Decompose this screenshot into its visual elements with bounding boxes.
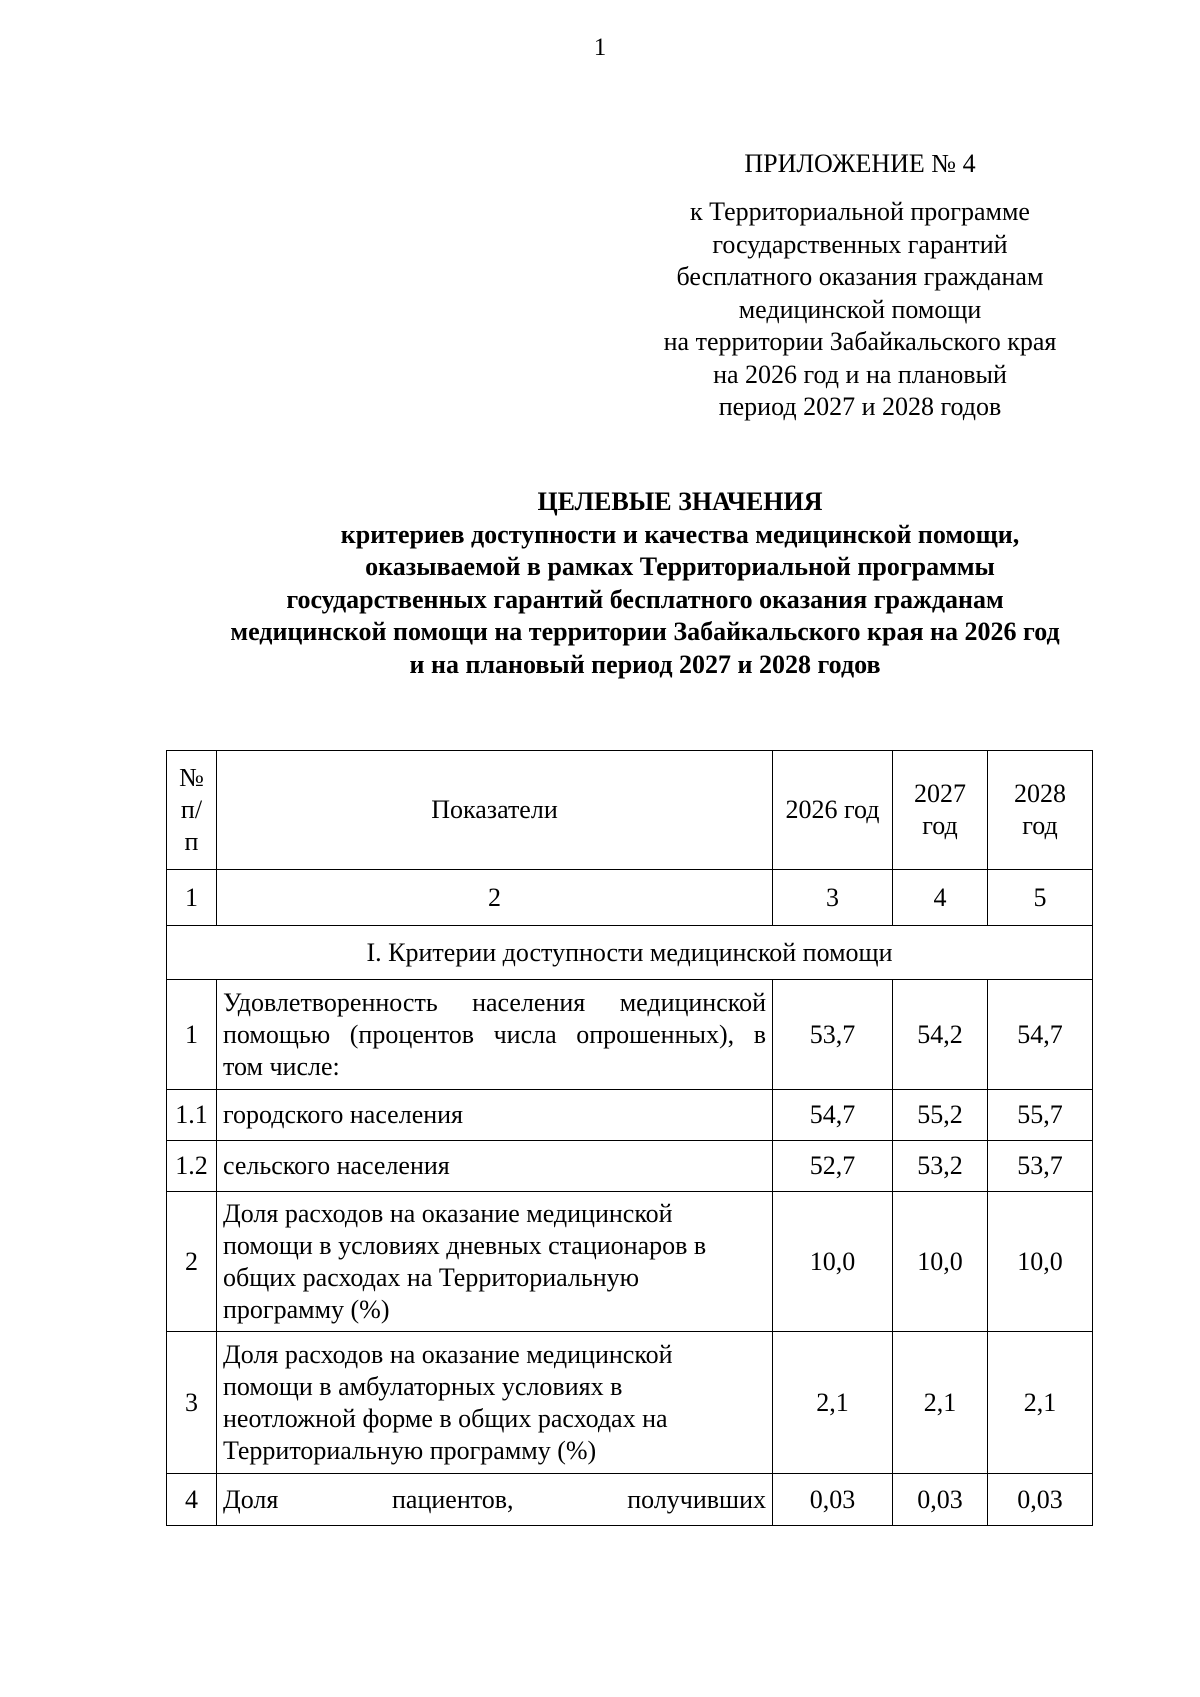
value-2028: 0,03 (988, 1474, 1093, 1526)
value-2028: 55,7 (988, 1090, 1093, 1141)
column-index: 2 (217, 870, 773, 926)
appendix-line: период 2027 и 2028 годов (718, 392, 1002, 421)
header-2028: 2028 год (988, 751, 1093, 870)
value-2027: 53,2 (893, 1141, 988, 1192)
value-2026: 53,7 (773, 980, 893, 1090)
value-2028: 54,7 (988, 980, 1093, 1090)
row-indicator: сельского населения (217, 1141, 773, 1192)
column-index: 3 (773, 870, 893, 926)
row-number: 2 (167, 1192, 217, 1332)
value-2028: 2,1 (988, 1332, 1093, 1474)
document-title-line: государственных гарантий бесплатного оказания гражданам (286, 584, 1004, 614)
header-2026: 2026 год (773, 751, 893, 870)
value-2026: 2,1 (773, 1332, 893, 1474)
section-row (167, 926, 1093, 980)
document-title-line: ЦЕЛЕВЫЕ ЗНАЧЕНИЯ (537, 487, 823, 516)
value-2026: 54,7 (773, 1090, 893, 1141)
row-indicator: Доля расходов на оказание медицинской помощи в амбулаторных условиях в неотложной форме в общих расходах на Территориальную программу (%) (217, 1332, 773, 1474)
appendix-line: медицинской помощи (738, 294, 982, 324)
table-header-row (167, 751, 1093, 870)
value-2027: 2,1 (893, 1332, 988, 1474)
document-title-line: медицинской помощи на территории Забайкальского края на 2026 год (230, 617, 1060, 646)
row-number: 1 (167, 980, 217, 1090)
header-number: № п/ п (167, 751, 217, 870)
value-2026: 52,7 (773, 1141, 893, 1192)
page-number: 1 (593, 34, 607, 61)
table-row (167, 1332, 1093, 1474)
appendix-line: на 2026 год и на плановый (713, 359, 1007, 389)
appendix-line: бесплатного оказания гражданам (676, 262, 1044, 291)
appendix-subtitle (640, 196, 1080, 424)
column-index: 1 (167, 870, 217, 926)
appendix-line: государственных гарантий (712, 229, 1008, 259)
document-title-line: оказываемой в рамках Территориальной программы (365, 552, 995, 581)
row-indicator: Удовлетворенность населения медицинской помощью (процентов числа опрошенных), в том числе: (217, 980, 773, 1090)
row-number: 3 (167, 1332, 217, 1474)
value-2027: 54,2 (893, 980, 988, 1090)
row-number: 1.2 (167, 1141, 217, 1192)
column-index: 5 (988, 870, 1093, 926)
table-row (167, 1141, 1093, 1192)
value-2026: 0,03 (773, 1474, 893, 1526)
header-2027: 2027 год (893, 751, 988, 870)
table-row (167, 1090, 1093, 1141)
value-2026: 10,0 (773, 1192, 893, 1332)
section-title: I. Критерии доступности медицинской помощи (167, 926, 1093, 980)
row-number: 4 (167, 1474, 217, 1526)
row-indicator: городского населения (217, 1090, 773, 1141)
table-row (167, 980, 1093, 1090)
document-title (120, 486, 1170, 681)
criteria-table (166, 750, 1093, 1526)
row-number: 1.1 (167, 1090, 217, 1141)
table-row (167, 1192, 1093, 1332)
value-2027: 10,0 (893, 1192, 988, 1332)
document-title-line: и на плановый период 2027 и 2028 годов (409, 649, 881, 679)
column-index-row (167, 870, 1093, 926)
appendix-title: ПРИЛОЖЕНИЕ № 4 (744, 149, 976, 178)
value-2027: 0,03 (893, 1474, 988, 1526)
column-index: 4 (893, 870, 988, 926)
row-indicator: Доля пациентов, получивших (217, 1474, 773, 1526)
table-row (167, 1474, 1093, 1526)
appendix-line: на территории Забайкальского края (663, 327, 1057, 356)
value-2027: 55,2 (893, 1090, 988, 1141)
header-indicator: Показатели (217, 751, 773, 870)
value-2028: 10,0 (988, 1192, 1093, 1332)
value-2028: 53,7 (988, 1141, 1093, 1192)
appendix-line: к Территориальной программе (690, 197, 1030, 226)
document-title-line: критериев доступности и качества медицинской помощи, (340, 519, 1020, 549)
row-indicator: Доля расходов на оказание медицинской помощи в условиях дневных стационаров в общих расходах на Территориальную программу (%) (217, 1192, 773, 1332)
